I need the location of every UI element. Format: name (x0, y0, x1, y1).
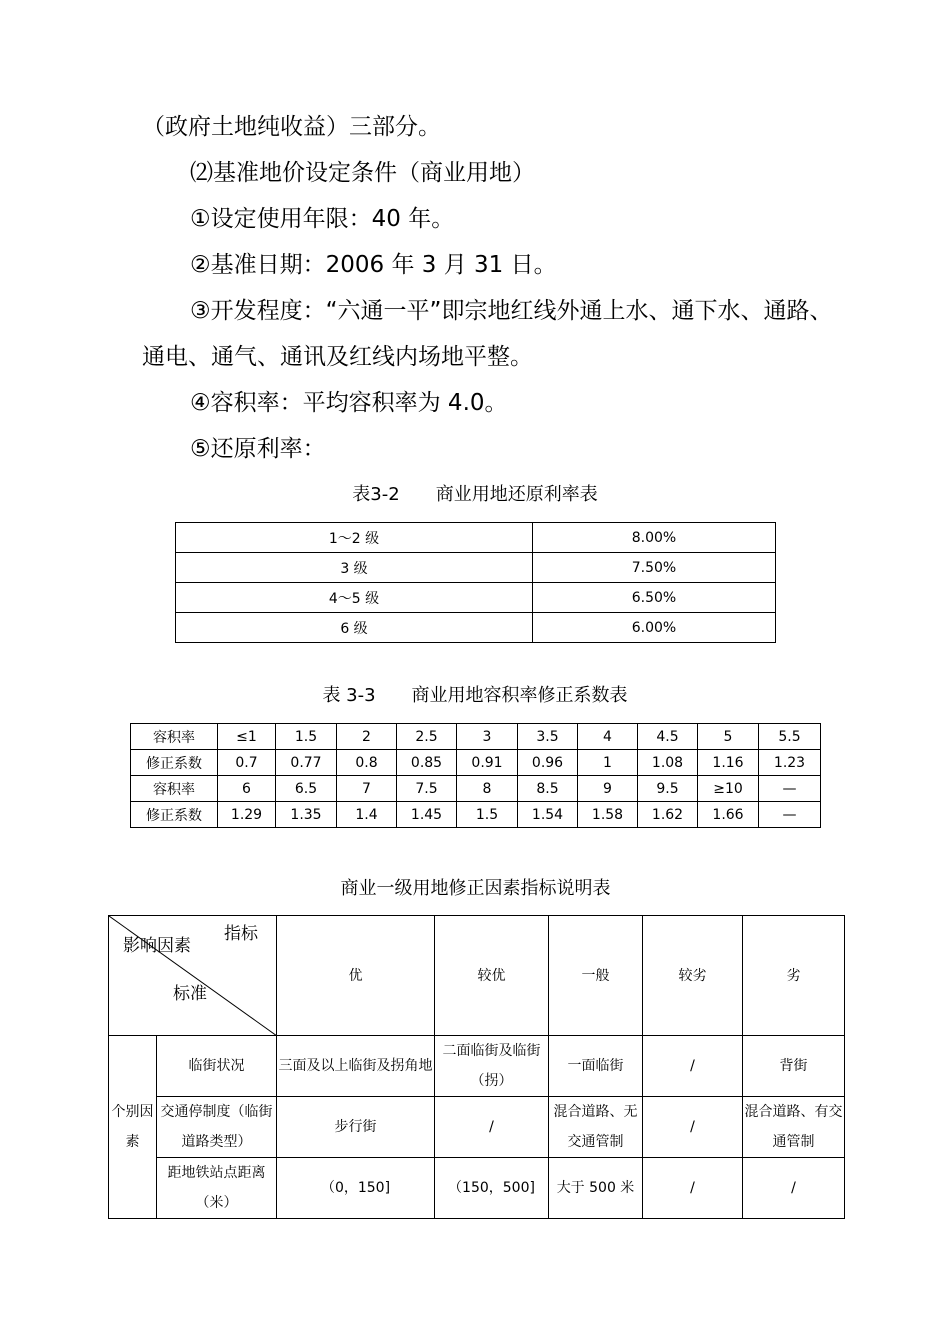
table-row (109, 1036, 845, 1097)
table33-cell: 1.23 (759, 750, 821, 776)
table33-cell: 0.8 (337, 750, 397, 776)
table-row (131, 750, 821, 776)
table33-cell: 1.35 (276, 802, 337, 828)
table33-cell: 1.29 (218, 802, 276, 828)
paragraph-6: 通电、通气、通讯及红线内场地平整。 (142, 344, 533, 370)
table33-cell: 8.5 (518, 776, 578, 802)
table34-cell: （150，500] (435, 1158, 549, 1219)
table-row (109, 1097, 845, 1158)
table33-cell: 3.5 (518, 724, 578, 750)
table34-cell: 大于 500 米 (549, 1158, 643, 1219)
level-poor: 较劣 (643, 916, 743, 1036)
table33-cell: 5 (698, 724, 759, 750)
level-good: 较优 (435, 916, 549, 1036)
table-row (176, 613, 776, 643)
table33-cell: 9.5 (638, 776, 698, 802)
table33-cell: 修正系数 (131, 802, 218, 828)
paragraph-3: ①设定使用年限：40 年。 (190, 206, 455, 232)
table34-cell: 二面临街及临街（拐） (435, 1036, 549, 1097)
table33-cell: 7 (337, 776, 397, 802)
factor-street-frontage: 临街状况 (157, 1036, 277, 1097)
table34-cell: （0，150] (277, 1158, 435, 1219)
table-row (176, 553, 776, 583)
table33-cell: — (759, 802, 821, 828)
table33-caption: 表 3-3 商业用地容积率修正系数表 (322, 685, 628, 706)
table33-cell: 容积率 (131, 724, 218, 750)
corner-label-standard: 标准 (173, 984, 207, 1004)
paragraph-5: ③开发程度：“六通一平”即宗地红线外通上水、通下水、通路、 (190, 298, 833, 324)
table32-rate: 8.00% (533, 523, 776, 553)
table32-grade: 3 级 (176, 553, 533, 583)
table33-cell: 1.16 (698, 750, 759, 776)
table34-caption: 商业一级用地修正因素指标说明表 (340, 878, 611, 899)
table33-cell: 5.5 (759, 724, 821, 750)
table33-cell: 7.5 (397, 776, 457, 802)
table33-cell: 1.62 (638, 802, 698, 828)
table33-cell: — (759, 776, 821, 802)
table33-cell: 1.54 (518, 802, 578, 828)
table33-cell: 2.5 (397, 724, 457, 750)
table-row (176, 523, 776, 553)
table33-cell: 0.91 (457, 750, 518, 776)
table-row (109, 1158, 845, 1219)
table32-rate: 7.50% (533, 553, 776, 583)
level-worst: 劣 (743, 916, 845, 1036)
table33-cell: 容积率 (131, 776, 218, 802)
table33-cell: 1.45 (397, 802, 457, 828)
table33-cell: 1.66 (698, 802, 759, 828)
table34-cell: 三面及以上临街及拐角地 (277, 1036, 435, 1097)
table33-cell: ≤1 (218, 724, 276, 750)
table34-cell: 混合道路、无交通管制 (549, 1097, 643, 1158)
table34-cell: / (643, 1036, 743, 1097)
table33-cell: 6.5 (276, 776, 337, 802)
table33-cell: 0.77 (276, 750, 337, 776)
table33 (130, 723, 821, 828)
table33-cell: 4.5 (638, 724, 698, 750)
table34-cell: 一面临街 (549, 1036, 643, 1097)
table-row (131, 802, 821, 828)
table33-cell: 0.7 (218, 750, 276, 776)
table34-cell: / (743, 1158, 845, 1219)
table34-cell: 步行街 (277, 1097, 435, 1158)
table34-cell: / (435, 1097, 549, 1158)
paragraph-2: ⑵基准地价设定条件（商业用地） (190, 160, 535, 186)
table32-rate: 6.50% (533, 583, 776, 613)
table33-cell: 1.4 (337, 802, 397, 828)
table-header-row (109, 916, 845, 1036)
table33-cell: 8 (457, 776, 518, 802)
paragraph-8: ⑤还原利率： (190, 436, 326, 462)
table34-cell: 混合道路、有交通管制 (743, 1097, 845, 1158)
corner-label-factor: 影响因素 (123, 936, 191, 956)
table33-cell: 4 (578, 724, 638, 750)
table33-cell: 1.5 (276, 724, 337, 750)
level-excellent: 优 (277, 916, 435, 1036)
table32-caption: 表3-2 商业用地还原利率表 (352, 484, 598, 505)
table33-cell: 9 (578, 776, 638, 802)
table34-cell: 背街 (743, 1036, 845, 1097)
table-row (131, 724, 821, 750)
table34 (108, 915, 845, 1219)
table33-cell: 修正系数 (131, 750, 218, 776)
group-label-individual-factors: 个别因素 (109, 1036, 157, 1219)
table32-rate: 6.00% (533, 613, 776, 643)
table33-cell: 1.5 (457, 802, 518, 828)
table32 (175, 522, 776, 643)
table33-cell: 6 (218, 776, 276, 802)
table33-cell: 0.96 (518, 750, 578, 776)
table32-grade: 1～2 级 (176, 523, 533, 553)
table33-cell: 1.58 (578, 802, 638, 828)
table-row (131, 776, 821, 802)
factor-road-type: 交通停制度（临街道路类型） (157, 1097, 277, 1158)
table34-cell: / (643, 1097, 743, 1158)
table33-cell: 0.85 (397, 750, 457, 776)
table34-cell: / (643, 1158, 743, 1219)
factor-metro-distance: 距地铁站点距离（米） (157, 1158, 277, 1219)
table33-cell: ≥10 (698, 776, 759, 802)
paragraph-4: ②基准日期：2006 年 3 月 31 日。 (190, 252, 557, 278)
paragraph-7: ④容积率：平均容积率为 4.0。 (190, 390, 508, 416)
table33-cell: 3 (457, 724, 518, 750)
level-average: 一般 (549, 916, 643, 1036)
table-row (176, 583, 776, 613)
table33-cell: 2 (337, 724, 397, 750)
diagonal-header-cell (109, 916, 277, 1036)
corner-label-indicator: 指标 (224, 924, 258, 944)
table32-grade: 4～5 级 (176, 583, 533, 613)
table33-cell: 1.08 (638, 750, 698, 776)
table32-grade: 6 级 (176, 613, 533, 643)
table33-cell: 1 (578, 750, 638, 776)
paragraph-1: （政府土地纯收益）三部分。 (142, 114, 441, 140)
